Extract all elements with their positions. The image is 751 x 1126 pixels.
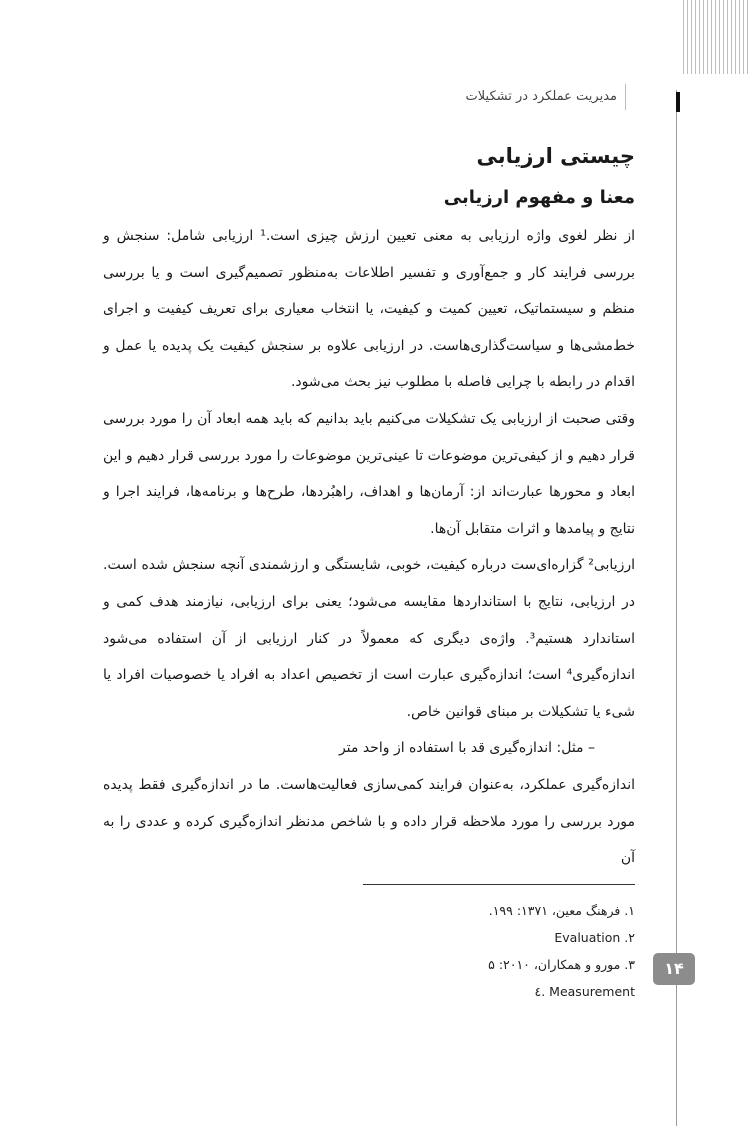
footnotes bbox=[380, 897, 635, 1005]
footnote-4: Measurement .٤ bbox=[534, 984, 635, 999]
chapter-tab-marker bbox=[676, 92, 680, 112]
page-number-badge: ۱۴ bbox=[653, 953, 695, 985]
paragraph-evaluation: ارزیابی² گزاره‌ای‌ست درباره کیفیت، خوبی، شایستگی و ارزشمندی آنچه سنجش شده است. در ارزیابی، نتایج با استانداردها مقایسه می‌شود؛ یعنی برای ارزیابی، نیازمند هدف کمی و استاندارد هستیم³. واژه‌ی دیگری که معمولاً در کنار ارزیابی از آن استفاده می‌شود اندازه‌گیری⁴ است؛ اندازه‌گیری عبارت است از تخصیص اعداد به افراد یا خصوصیات افراد یا شیء یا تشکیلات بر مبنای قوانین خاص. bbox=[103, 557, 635, 720]
running-header: مدیریت عملکرد در تشکیلات bbox=[360, 84, 626, 110]
footnote-3: ۳. مورو و همکاران، ۲۰۱۰: ۵ bbox=[488, 957, 635, 972]
page-edge-stripes bbox=[680, 0, 751, 74]
paragraph-measurement: اندازه‌گیری عملکرد، به‌عنوان فرایند کمی‌سازی فعالیت‌هاست. ما در اندازه‌گیری فقط پدیده مورد بررسی را مورد ملاحظه قرار داده و با شاخص مدنظر اندازه‌گیری کرده و عددی را به آن bbox=[103, 776, 635, 867]
footnote-1: ۱. فرهنگ معین، ۱۳۷۱: ۱۹۹. bbox=[488, 903, 635, 918]
footnote-divider bbox=[363, 884, 635, 885]
page-body bbox=[103, 138, 635, 877]
paragraph-definition: از نظر لغوی واژه ارزیابی به معنی تعیین ارزش چیزی است.¹ ارزیابی شامل: سنجش و بررسی فرایند کار و جمع‌آوری و تفسیر اطلاعات به‌منظور تصمیم‌گیری است و یا بررسی منظم و سیستماتیک، تعیین کمیت و کیفیت، یا انتخاب معیاری برای تعریف کیفیت و اجرای خط‌مشی‌ها و سیاست‌گذاری‌هاست. در ارزیابی علاوه بر سنجش کیفیت یک پدیده یا عمل و اقدام در رابطه با چرایی فاصله با مطلوب نیز بحث می‌شود. bbox=[103, 228, 636, 391]
footnote-2: Evaluation .۲ bbox=[554, 930, 635, 945]
chapter-title: چیستی ارزیابی bbox=[476, 144, 635, 168]
paragraph-organization: وقتی صحبت از ارزیابی یک تشکیلات می‌کنیم باید بدانیم که باید همه ابعاد آن را مورد بررسی قرار دهیم و از کیفی‌ترین موضوعات تا عینی‌ترین موضوعات را مورد بررسی قرار دهیم و این ابعاد و محورها عبارت‌اند از: آرمان‌ها و اهداف، راهبُردها، طرح‌ها و برنامه‌ها، فرایند اجرا و نتایج و پیامدها و اثرات متقابل آن‌ها. bbox=[103, 410, 635, 537]
paragraph-example: – مثل: اندازه‌گیری قد با استفاده از واحد متر bbox=[338, 740, 595, 757]
section-title: معنا و مفهوم ارزیابی bbox=[443, 187, 635, 208]
